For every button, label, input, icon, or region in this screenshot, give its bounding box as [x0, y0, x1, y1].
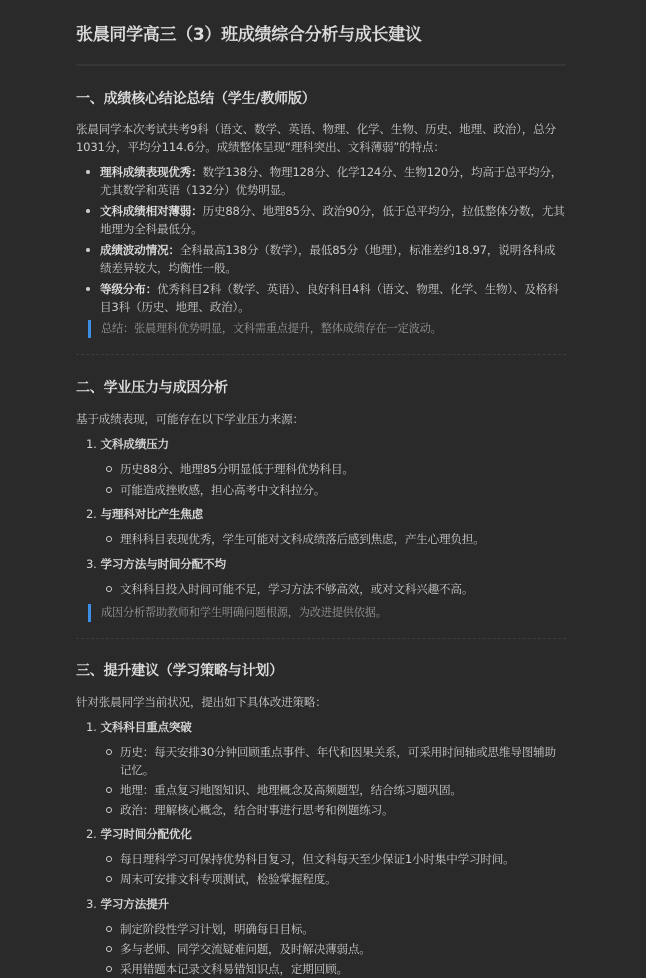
divider — [76, 638, 566, 639]
list-item: 历史88分、地理85分明显低于理科优势科目。 — [76, 460, 566, 478]
sub-list — [76, 580, 566, 598]
list-item: 周末可安排文科专项测试，检验掌握程度。 — [76, 870, 566, 888]
sub-list — [76, 920, 566, 978]
section-intro: 基于成绩表现，可能存在以下学业压力来源： — [76, 412, 304, 426]
section-heading-summary: 一、成绩核心结论总结（学生/教师版） — [76, 91, 316, 107]
list-item: 历史：每天安排30分钟回顾重点事件、年代和因果关系，可采用时间轴或思维导图辅助记忆。 — [76, 743, 566, 779]
list-item — [76, 202, 566, 238]
list-item: 每日理科学习可保持优势科目复习，但文科每天至少保证1小时集中学习时间。 — [76, 850, 566, 868]
section-intro: 张晨同学本次考试共考9科（语文、数学、英语、物理、化学、生物、历史、地理、政治），总分1031分，平均分114.6分。成绩整体呈现“理科突出、文科薄弱”的特点： — [76, 122, 556, 154]
ordered-item-title: 2. 与理科对比产生焦虑 — [86, 507, 204, 521]
list-item: 制定阶段性学习计划，明确每日目标。 — [76, 920, 566, 938]
page-title: 张晨同学高三（3）班成绩综合分析与成长建议 — [76, 25, 422, 45]
list-item: 多与老师、同学交流疑难问题，及时解决薄弱点。 — [76, 940, 566, 958]
list-item: 地理：重点复习地图知识、地理概念及高频题型，结合练习题巩固。 — [76, 781, 566, 799]
bullet-text: 数学138分、物理128分、化学124分、生物120分，均高于总平均分，尤其数学和英语（132分）优势明显。 — [100, 165, 563, 197]
bullet-text: 优秀科目2科（数学、英语）、良好科目4科（语文、物理、化学、生物）、及格科目3科（历史、地理、政治）。 — [100, 282, 559, 314]
summary-bullet-list — [76, 163, 566, 319]
bullet-text: 历史88分、地理85分、政治90分，低于总平均分，拉低整体分数，尤其地理为全科最低分。 — [100, 204, 565, 236]
list-item: 文科科目投入时间可能不足，学习方法不够高效，或对文科兴趣不高。 — [76, 580, 566, 598]
list-item — [76, 163, 566, 199]
ordered-item-title: 3. 学习方法提升 — [86, 897, 169, 911]
section-heading-suggestions: 三、提升建议（学习策略与计划） — [76, 663, 283, 679]
sub-list — [76, 850, 566, 888]
list-item: 采用错题本记录文科易错知识点，定期回顾。 — [76, 960, 566, 978]
list-item: 理科科目表现优秀，学生可能对文科成绩落后感到焦虑，产生心理负担。 — [76, 530, 566, 548]
ordered-item-title: 2. 学习时间分配优化 — [86, 827, 192, 841]
blockquote-summary: 总结：张晨理科优势明显，文科需重点提升，整体成绩存在一定波动。 — [88, 320, 571, 338]
section-intro: 针对张晨同学当前状况，提出如下具体改进策略： — [76, 695, 327, 709]
list-item: 政治：理解核心概念，结合时事进行思考和例题练习。 — [76, 801, 566, 819]
bullet-label: 等级分布： — [100, 282, 157, 296]
blockquote-analysis: 成因分析帮助教师和学生明确问题根源，为改进提供依据。 — [88, 604, 571, 622]
sub-list — [76, 460, 566, 499]
sub-list — [76, 530, 566, 548]
list-item — [76, 280, 566, 316]
bullet-label: 成绩波动情况： — [100, 243, 180, 257]
bullet-label: 理科成绩表现优秀： — [100, 165, 203, 179]
ordered-item-title: 3. 学习方法与时间分配不均 — [86, 557, 226, 571]
bullet-text: 全科最高138分（数学），最低85分（地理），标准差约18.97，说明各科成绩差异较大，均衡性一般。 — [100, 243, 556, 275]
list-item: 可能造成挫败感，担心高考中文科拉分。 — [76, 481, 566, 499]
sub-list — [76, 743, 566, 819]
ordered-item-title: 1. 文科科目重点突破 — [86, 720, 192, 734]
bullet-label: 文科成绩相对薄弱： — [100, 204, 203, 218]
divider — [76, 354, 566, 355]
divider — [76, 64, 566, 66]
section-heading-pressure: 二、学业压力与成因分析 — [76, 380, 228, 396]
list-item — [76, 241, 566, 277]
ordered-item-title: 1. 文科成绩压力 — [86, 437, 169, 451]
